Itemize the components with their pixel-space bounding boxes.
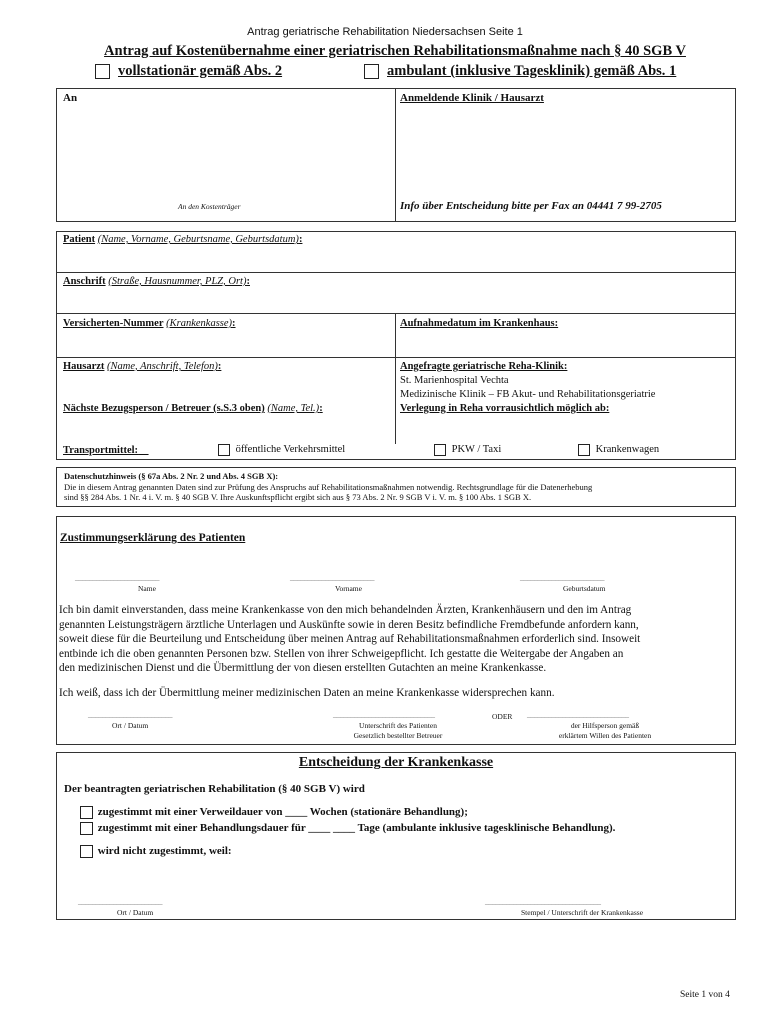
- privacy-text-line2: sind §§ 284 Abs. 1 Nr. 4 i. V. m. § 40 SGB V. Ihre Auskunftspflicht ergibt sich aus § 73 Abs. 2 Nr. 9 SGB V i. V. m. § 100 Abs. 1 SGB X.: [64, 492, 532, 502]
- privacy-title: Datenschutzhinweis (§ 67a Abs. 2 Nr. 2 und Abs. 4 SGB X):: [64, 471, 279, 481]
- patient-signature-line[interactable]: _____________________________: [333, 710, 435, 719]
- gp-label: Hausarzt (Name, Anschrift, Telefon):: [63, 361, 222, 372]
- transport-car-option[interactable]: [434, 444, 501, 456]
- objection-text: Ich weiß, dass ich der Übermittlung meiner medizinischen Daten an meine Krankenkasse widersprechen kann.: [59, 687, 555, 699]
- approved-ambulant-checkbox[interactable]: [80, 822, 93, 835]
- running-title: Antrag geriatrische Rehabilitation Niedersachsen Seite 1: [247, 26, 523, 38]
- privacy-text-line1: Die in diesem Antrag genannten Daten sind zur Prüfung des Anspruchs auf Rehabilitationsmaßnahmen notwendig. Rechtsgrundlage für die Datenerhebung: [64, 482, 593, 492]
- contact-person-input[interactable]: [62, 418, 390, 440]
- decision-place-date-caption: Ort / Datum: [117, 908, 154, 917]
- transport-public-checkbox[interactable]: [218, 444, 230, 456]
- decision-option-approved-stationary[interactable]: [80, 806, 468, 819]
- transport-public-label: öffentliche Verkehrsmittel: [235, 444, 346, 456]
- rejected-label: wird nicht zugestimmt, weil:: [97, 845, 232, 858]
- transfer-date-label: Verlegung in Reha vorrausichtlich möglich ab:: [400, 403, 610, 414]
- firstname-caption: Vorname: [335, 584, 362, 593]
- sending-clinic-label: Anmeldende Klinik / Hausarzt: [400, 92, 544, 104]
- recipient-label: An: [63, 92, 78, 104]
- birthdate-line[interactable]: ________________________: [520, 573, 604, 582]
- recipient-caption: An den Kostenträger: [178, 202, 241, 211]
- stamp-signature-caption: Stempel / Unterschrift der Krankenkasse: [521, 908, 644, 917]
- transport-ambulance-checkbox[interactable]: [578, 444, 590, 456]
- requested-clinic-department: Medizinische Klinik – FB Akut- und Rehabilitationsgeriatrie: [400, 389, 656, 400]
- rejected-checkbox[interactable]: [80, 845, 93, 858]
- transport-car-label: PKW / Taxi: [451, 444, 502, 456]
- decision-option-rejected[interactable]: [80, 845, 232, 858]
- patient-address-input[interactable]: [62, 292, 730, 311]
- consent-place-date-line[interactable]: ________________________: [88, 710, 172, 719]
- decision-title: Entscheidung der Krankenkasse: [298, 755, 494, 770]
- gp-input[interactable]: [62, 376, 390, 398]
- stationary-checkbox[interactable]: [95, 64, 110, 79]
- name-caption: Name: [138, 584, 156, 593]
- stamp-signature-line[interactable]: _________________________________: [485, 897, 601, 906]
- option-ambulant[interactable]: [364, 62, 676, 78]
- recipient-field[interactable]: [62, 110, 390, 200]
- ambulant-checkbox[interactable]: [364, 64, 379, 79]
- contact-person-label: Nächste Bezugsperson / Betreuer (s.S.3 oben) (Name, Tel.):: [63, 403, 323, 414]
- admission-date-input[interactable]: [400, 334, 730, 354]
- insurance-number-label: Versicherten-Nummer (Krankenkasse):: [63, 318, 236, 329]
- patient-field-label: Patient (Name, Vorname, Geburtsname, Geburtsdatum):: [63, 234, 303, 245]
- form-title: Antrag auf Kostenübernahme einer geriatrischen Rehabilitationsmaßnahme nach § 40 SGB V: [104, 43, 686, 59]
- firstname-line[interactable]: ________________________: [290, 573, 374, 582]
- consent-text: Ich bin damit einverstanden, dass meine Krankenkasse von den mich behandelnden Ärzten, Krankenhäusern und den im Antrag genannten Leistungsträgern ärztliche Unterlagen und Auskünfte sowie in deren Besitz befindliche Fremdbefunde anfordern kann, soweit diese für die Beurteilung und Entscheidung über meinen Antrag auf Rehabilitationsmaßnahmen erforderlich sind. Insoweit entbinde ich die oben genannten Personen bzw. Stellen von ihrer Schweigepflicht. Ich gestatte die Weitergabe der Angaben an den medizinischen Dienst und die Übermittlung der von diesen erstellten Gutachten an meine Krankenkasse.: [59, 604, 641, 674]
- transport-car-checkbox[interactable]: [434, 444, 446, 456]
- sending-clinic-field[interactable]: [400, 110, 730, 195]
- admission-date-label: Aufnahmedatum im Krankenhaus:: [400, 318, 559, 329]
- stationary-label: vollstationär gemäß Abs. 2: [118, 63, 283, 79]
- transport-public-option[interactable]: [218, 444, 345, 456]
- helper-caption-2: erklärtem Willen des Patienten: [558, 731, 652, 740]
- name-signature-line[interactable]: ________________________: [75, 573, 159, 582]
- requested-clinic-name: St. Marienhospital Vechta: [400, 375, 509, 386]
- page-number: Seite 1 von 4: [680, 990, 730, 1000]
- insurance-number-input[interactable]: [62, 334, 390, 354]
- patient-input[interactable]: [62, 250, 730, 270]
- decision-option-approved-ambulant[interactable]: [80, 822, 615, 835]
- birthdate-caption: Geburtsdatum: [563, 584, 606, 593]
- approved-stationary-checkbox[interactable]: [80, 806, 93, 819]
- decision-box: [56, 752, 736, 920]
- option-stationary[interactable]: [95, 62, 282, 78]
- consent-title: Zustimmungserklärung des Patienten: [60, 532, 246, 544]
- ambulant-label: ambulant (inklusive Tagesklinik) gemäß Abs. 1: [387, 63, 677, 79]
- transport-label: Transportmittel:: [63, 445, 139, 456]
- consent-place-date-caption: Ort / Datum: [112, 721, 149, 730]
- address-field-label: Anschrift (Straße, Hausnummer, PLZ, Ort):: [63, 276, 250, 287]
- approved-ambulant-label: zugestimmt mit einer Behandlungsdauer für ____ ____ Tage (ambulante inklusive tagesklinische Behandlung).: [97, 822, 616, 835]
- transport-ambulance-option[interactable]: [578, 444, 659, 456]
- requested-clinic-label: Angefragte geriatrische Reha-Klinik:: [400, 361, 568, 372]
- helper-caption-1: der Hilfsperson gemäß: [570, 721, 640, 730]
- decision-place-date-line[interactable]: ________________________: [78, 897, 162, 906]
- fax-info: Info über Entscheidung bitte per Fax an 04441 7 99-2705: [400, 200, 662, 212]
- decision-intro: Der beantragten geriatrischen Rehabilitation (§ 40 SGB V) wird: [64, 783, 365, 795]
- approved-stationary-label: zugestimmt mit einer Verweildauer von ____ Wochen (stationäre Behandlung);: [97, 806, 468, 819]
- transport-ambulance-label: Krankenwagen: [595, 444, 660, 456]
- patient-signature-caption-2: Gesetzlich bestellter Betreuer: [353, 731, 443, 740]
- helper-signature-line[interactable]: _____________________________: [527, 710, 629, 719]
- rejection-reason-field[interactable]: [80, 862, 720, 892]
- patient-signature-caption-1: Unterschrift des Patienten: [359, 721, 437, 730]
- or-label: ODER: [492, 712, 513, 721]
- transfer-date-input[interactable]: [400, 418, 730, 440]
